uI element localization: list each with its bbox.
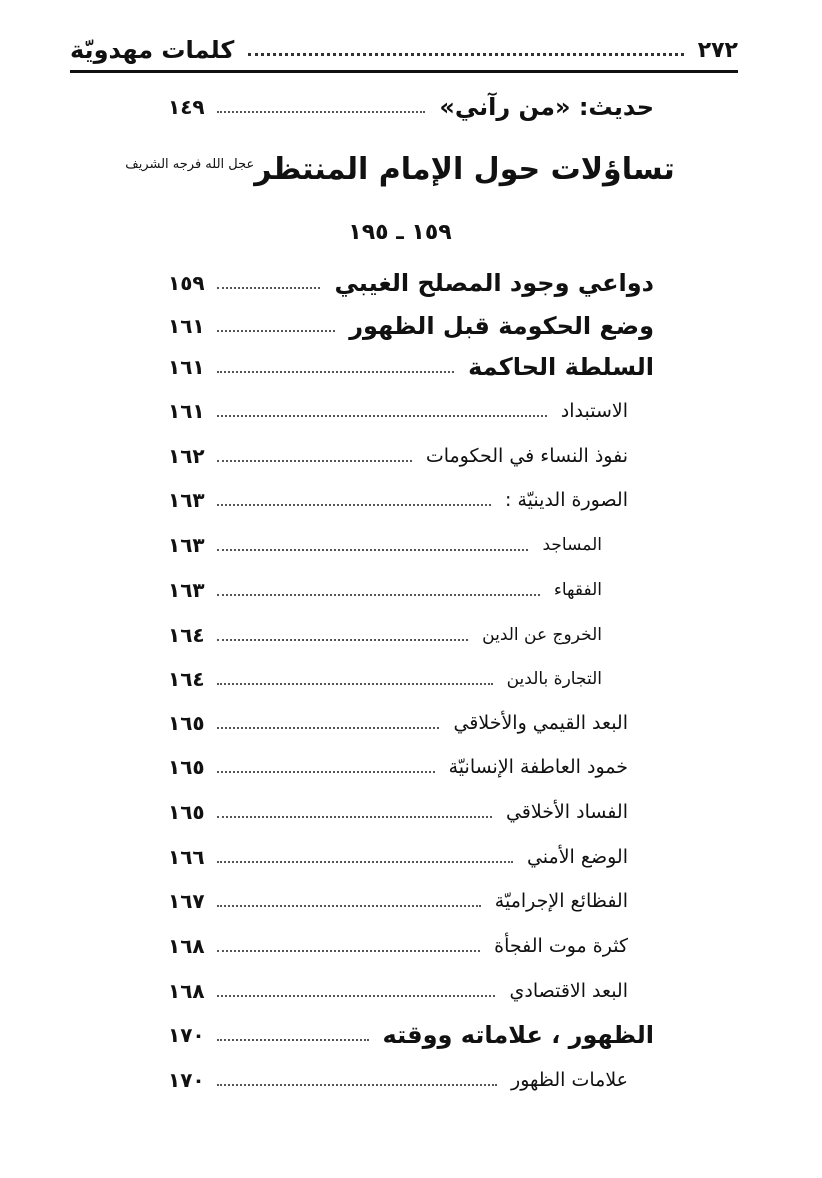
toc-entry-title: البعد القيمي والأخلاقي	[453, 712, 628, 734]
page-header	[70, 30, 738, 73]
toc-entry	[168, 309, 654, 343]
toc-entry	[168, 706, 628, 740]
toc-entry-page: ١٦١	[168, 355, 205, 379]
leader-dots	[217, 594, 540, 596]
toc-entry-title: نفوذ النساء في الحكومات	[425, 445, 628, 467]
section-title	[100, 152, 700, 202]
leader-dots	[217, 504, 491, 506]
toc-entry	[168, 1018, 654, 1052]
toc-entry	[168, 1063, 628, 1097]
leader-dots	[217, 861, 513, 863]
toc-entry-page: ١٦٣	[168, 578, 205, 602]
toc-entry-title: الفساد الأخلاقي	[505, 801, 628, 823]
leader-dots	[217, 371, 454, 373]
leader-dots	[217, 415, 547, 417]
toc-entry-title: الوضع الأمني	[526, 846, 628, 868]
toc-entry-page: ١٦٤	[168, 667, 205, 691]
toc-entry	[168, 350, 654, 384]
toc-entry-title: كثرة موت الفجأة	[494, 935, 628, 957]
leader-dots	[217, 549, 529, 551]
leader-dots	[217, 950, 481, 952]
toc-entry	[168, 974, 628, 1008]
toc-entry	[168, 573, 602, 607]
leader-dots	[217, 995, 496, 997]
toc-entry-title: المساجد	[542, 535, 602, 555]
toc-entry-page: ١٤٩	[168, 95, 205, 119]
toc-entry-page: ١٧٠	[168, 1023, 205, 1047]
toc-entry-page: ١٦٧	[168, 889, 205, 913]
header-page-number: ٢٧٢	[697, 37, 738, 63]
toc-entry	[168, 840, 628, 874]
toc-entry	[168, 662, 602, 696]
toc-entry-page: ١٦٨	[168, 979, 205, 1003]
leader-dots	[217, 771, 435, 773]
toc-entry-page: ١٦٥	[168, 800, 205, 824]
toc-entry-page: ١٦٥	[168, 711, 205, 735]
leader-dots	[217, 1084, 497, 1086]
toc-entry	[168, 483, 628, 517]
toc-entry-page: ١٦٣	[168, 488, 205, 512]
toc-entry-title: التجارة بالدين	[506, 669, 602, 689]
toc-entry	[168, 795, 628, 829]
toc-entry-page: ١٦٨	[168, 934, 205, 958]
header-book-title: كلمات مهدويّة	[70, 36, 235, 64]
honorific-mark: عجل الله فرجه الشريف	[125, 157, 255, 172]
section-title-text: تساؤلات حول الإمام المنتظر	[254, 152, 675, 187]
leader-dots	[217, 905, 481, 907]
toc-entry-title: وضع الحكومة قبل الظهور	[349, 312, 654, 340]
leader-dots	[217, 816, 492, 818]
leader-dots	[217, 460, 412, 462]
toc-entry-title: الاستبداد	[560, 400, 628, 422]
toc-entry-title: الصورة الدينيّة :	[505, 489, 628, 511]
leader-dots	[217, 111, 426, 113]
toc-entry-page: ١٦٣	[168, 533, 205, 557]
toc-entry	[168, 618, 602, 652]
toc-entry	[168, 90, 654, 124]
toc-entry-page: ١٦١	[168, 314, 205, 338]
toc-entry-page: ١٦٦	[168, 845, 205, 869]
toc-entry-title: السلطة الحاكمة	[468, 353, 654, 381]
header-leader-dots	[248, 53, 683, 56]
toc-entry	[168, 884, 628, 918]
leader-dots	[217, 639, 469, 641]
toc-entry	[168, 266, 654, 300]
toc-entry-page: ١٥٩	[168, 271, 205, 295]
toc-entry-page: ١٧٠	[168, 1068, 205, 1092]
toc-entry-page: ١٦٥	[168, 755, 205, 779]
leader-dots	[217, 727, 440, 729]
leader-dots	[217, 683, 493, 685]
toc-entry-page: ١٦٢	[168, 444, 205, 468]
toc-entry	[168, 394, 628, 428]
toc-entry-title: البعد الاقتصادي	[509, 980, 628, 1002]
toc-entry-title: الظهور ، علاماته ووقته	[382, 1021, 654, 1049]
toc-entry	[168, 929, 628, 963]
toc-entry-title: الخروج عن الدين	[482, 625, 602, 645]
toc-entry-page: ١٦٤	[168, 623, 205, 647]
toc-entry-title: علامات الظهور	[511, 1069, 628, 1091]
toc-entry-title: حديث: «من رآني»	[439, 93, 654, 121]
toc-entry-title: دواعي وجود المصلح الغيبي	[334, 269, 654, 297]
leader-dots	[217, 287, 321, 289]
leader-dots	[217, 1039, 369, 1041]
section-page-range: ١٥٩ ـ ١٩٥	[348, 220, 452, 245]
toc-entry	[168, 528, 602, 562]
toc-entry-title: خمود العاطفة الإنسانيّة	[448, 756, 628, 778]
toc-entry	[168, 439, 628, 473]
toc-entry-page: ١٦١	[168, 399, 205, 423]
leader-dots	[217, 330, 336, 332]
toc-entry-title: الفظائع الإجراميّة	[494, 890, 628, 912]
toc-entry-title: الفقهاء	[553, 580, 602, 600]
toc-entry	[168, 750, 628, 784]
